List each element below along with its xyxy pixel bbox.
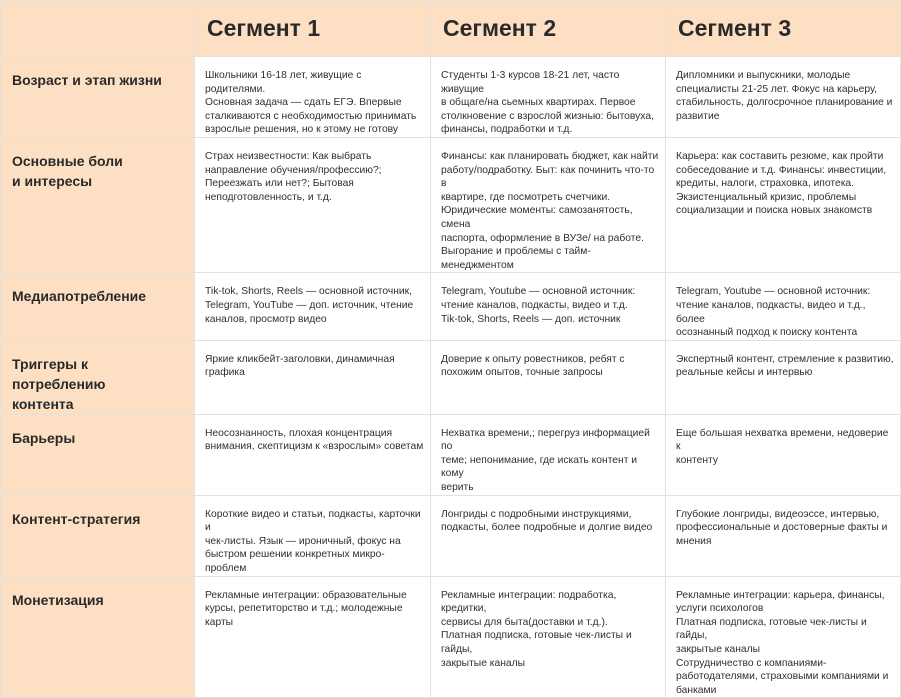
- table-row-content-strategy: [1, 495, 901, 576]
- cell-media-segment-1: Tik-tok, Shorts, Reels — основной источник, Telegram, YouTube — доп. источник, чтение каналов, просмотр видео: [195, 273, 431, 340]
- cell-triggers-segment-2: Доверие к опыту ровестников, ребят с похожим опытов, точные запросы: [431, 340, 666, 414]
- header-row: [1, 1, 901, 57]
- cell-monetization-segment-1: Рекламные интеграции: образовательные курсы, репетиторство и т.д.; молодежные карты: [195, 576, 431, 698]
- cell-pains-segment-2: Финансы: как планировать бюджет, как найти работу/подработку. Быт: как починить что-то в квартире, где посмотреть счетчики. Юридические моменты: самозанятость, смена паспорта, оформление в ВУЗе/ на работе. Выгорание и проблемы с тайм-менеджментом: [431, 137, 666, 272]
- table-row-monetization: [1, 576, 901, 698]
- cell-media-segment-2: Telegram, Youtube — основной источник: чтение каналов, подкасты, видео и т.д. Tik-tok, Shorts, Reels — доп. источник: [431, 273, 666, 340]
- row-label-barriers: Барьеры: [1, 414, 195, 495]
- cell-content-strategy-segment-2: Лонгриды с подробными инструкциями, подкасты, более подробные и долгие видео: [431, 495, 666, 576]
- row-label-age: Возраст и этап жизни: [1, 57, 195, 138]
- cell-content-strategy-segment-1: Короткие видео и статьи, подкасты, карточки и чек-листы. Язык — ироничный, фокус на быстром решении конкретных микро-проблем: [195, 495, 431, 576]
- cell-pains-segment-3: Карьера: как составить резюме, как пройти собеседование и т.д. Финансы: инвестиции, кредиты, налоги, страховка, ипотека. Экзистенциальный кризис, проблемы социализации и поиска новых знакомств: [666, 137, 901, 272]
- row-label-pains: Основные боли и интересы: [1, 137, 195, 272]
- cell-pains-segment-1: Страх неизвестности: Как выбрать направление обучения/профессию?; Переезжать или нет?; Бытовая неподготовленность, и т.д.: [195, 137, 431, 272]
- cell-content-strategy-segment-3: Глубокие лонгриды, видеоэссе, интервью, профессиональные и достоверные факты и мнения: [666, 495, 901, 576]
- cell-age-segment-1: Школьники 16-18 лет, живущие с родителями. Основная задача — сдать ЕГЭ. Впервые сталкиваются с необходимостью принимать взрослые решения, но к этому не готову: [195, 57, 431, 138]
- table-row-media: [1, 273, 901, 340]
- header-segment-2: Сегмент 2: [431, 1, 666, 57]
- cell-monetization-segment-2: Рекламные интеграции: подработка, кредитки, сервисы для быта(доставки и т.д.). Платная подписка, готовые чек-листы и гайды, закрытые каналы: [431, 576, 666, 698]
- cell-barriers-segment-2: Нехватка времени,; перегруз информацией по теме; непонимание, где искать контент и кому верить: [431, 414, 666, 495]
- table-row-pains: [1, 137, 901, 272]
- cell-age-segment-2: Студенты 1-3 курсов 18-21 лет, часто живущие в общаге/на сьемных квартирах. Первое столкновение с взрослой жизнью: бытовуха, финансы, подработки и т.д.: [431, 57, 666, 138]
- cell-triggers-segment-3: Экспертный контент, стремление к развитию, реальные кейсы и интервью: [666, 340, 901, 414]
- header-corner-cell: [1, 1, 195, 57]
- header-segment-1: Сегмент 1: [195, 1, 431, 57]
- header-segment-3: Сегмент 3: [666, 1, 901, 57]
- table-row-barriers: [1, 414, 901, 495]
- table-row-age: [1, 57, 901, 138]
- row-label-triggers: Триггеры к потреблению контента: [1, 340, 195, 414]
- cell-barriers-segment-3: Еще большая нехватка времени, недоверие к контенту: [666, 414, 901, 495]
- cell-media-segment-3: Telegram, Youtube — основной источник: чтение каналов, подкасты, видео и т.д., более осознанный подход к поиску контента: [666, 273, 901, 340]
- cell-age-segment-3: Дипломники и выпускники, молодые специалисты 21-25 лет. Фокус на карьеру, стабильность, долгосрочное планирование и развитие: [666, 57, 901, 138]
- row-label-content-strategy: Контент-стратегия: [1, 495, 195, 576]
- cell-triggers-segment-1: Яркие кликбейт-заголовки, динамичная графика: [195, 340, 431, 414]
- row-label-monetization: Монетизация: [1, 576, 195, 698]
- row-label-media: Медиапотребление: [1, 273, 195, 340]
- cell-barriers-segment-1: Неосознанность, плохая концентрация внимания, скептицизм к «взрослым» советам: [195, 414, 431, 495]
- table-row-triggers: [1, 340, 901, 414]
- cell-monetization-segment-3: Рекламные интеграции: карьера, финансы, услуги психологов Платная подписка, готовые чек-листы и гайды, закрытые каналы Сотрудничество с компаниями- работодателями, страховыми компаниями и банками: [666, 576, 901, 698]
